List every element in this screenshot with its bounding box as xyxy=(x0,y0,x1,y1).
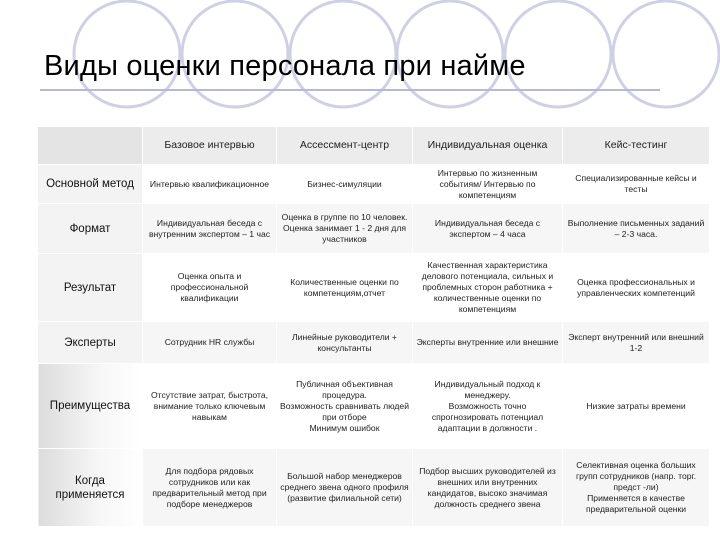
column-header: Базовое интервью xyxy=(143,127,277,165)
row-header: Преимущества xyxy=(38,364,143,449)
row-header: Эксперты xyxy=(38,322,143,364)
table-cell: Публичная объективная процедура. Возможность сравнивать людей при отборе Минимум ошибок xyxy=(277,364,413,449)
table-cell: Сотрудник HR службы xyxy=(143,322,277,364)
title-divider xyxy=(40,89,660,91)
table-cell: Индивидуальный подход к менеджеру. Возможность точно спрогнозировать потенциал адаптации в должности . xyxy=(413,364,563,449)
table-cell: Интервью квалификационное xyxy=(143,165,277,204)
table-cell: Подбор высших руководителей из внешних или внутренних кандидатов, высоко значимая должность среднего звена xyxy=(413,449,563,527)
table-cell: Оценка опыта и профессиональной квалификации xyxy=(143,254,277,322)
table-header-row xyxy=(38,127,710,165)
table-cell: Эксперты внутренние или внешние xyxy=(413,322,563,364)
slide-title: Виды оценки персонала при найме xyxy=(44,50,526,82)
table-row xyxy=(38,254,710,322)
column-header: Ассессмент-центр xyxy=(277,127,413,165)
table-cell: Бизнес-симуляции xyxy=(277,165,413,204)
table-corner-cell xyxy=(38,127,143,165)
table-cell: Для подбора рядовых сотрудников или как предварительный метод при подборе менеджеров xyxy=(143,449,277,527)
table-row xyxy=(38,449,710,527)
row-header: Формат xyxy=(38,204,143,254)
table-cell: Отсутствие затрат, быстрота, внимание только ключевым навыкам xyxy=(143,364,277,449)
table-cell: Оценка профессиональных и управленческих компетенций xyxy=(563,254,710,322)
row-header: Когда применяется xyxy=(38,449,143,527)
table-cell: Количественные оценки по компетенциям,отчет xyxy=(277,254,413,322)
table-cell: Выполнение письменных заданий – 2-3 часа. xyxy=(563,204,710,254)
table-cell: Селективная оценка больших групп сотрудников (напр. торг. предст -ли) Применяется в качестве предварительной оценки xyxy=(563,449,710,527)
decor-circle xyxy=(613,1,719,107)
table-cell: Качественная характеристика делового потенциала, сильных и проблемных сторон работника + количественные оценки по компетенциям xyxy=(413,254,563,322)
table-cell: Специализированные кейсы и тесты xyxy=(563,165,710,204)
table-cell: Оценка в группе по 10 человек. Оценка занимает 1 - 2 дня для участников xyxy=(277,204,413,254)
table-cell: Линейные руководители + консультанты xyxy=(277,322,413,364)
column-header: Индивидуальная оценка xyxy=(413,127,563,165)
comparison-table xyxy=(37,126,710,527)
table-cell: Большой набор менеджеров среднего звена одного профиля (развитие филиальной сети) xyxy=(277,449,413,527)
table-cell: Низкие затраты времени xyxy=(563,364,710,449)
table-row xyxy=(38,165,710,204)
table-cell: Эксперт внутренний или внешний 1-2 xyxy=(563,322,710,364)
table-row xyxy=(38,322,710,364)
table-cell: Индивидуальная беседа с внутренним экспертом – 1 час xyxy=(143,204,277,254)
table-row xyxy=(38,204,710,254)
row-header: Основной метод xyxy=(38,165,143,204)
table-cell: Индивидуальная беседа с экспертом – 4 часа xyxy=(413,204,563,254)
table-row xyxy=(38,364,710,449)
row-header: Результат xyxy=(38,254,143,322)
column-header: Кейс-тестинг xyxy=(563,127,710,165)
table-cell: Интервью по жизненным событиям/ Интервью по компетенциям xyxy=(413,165,563,204)
